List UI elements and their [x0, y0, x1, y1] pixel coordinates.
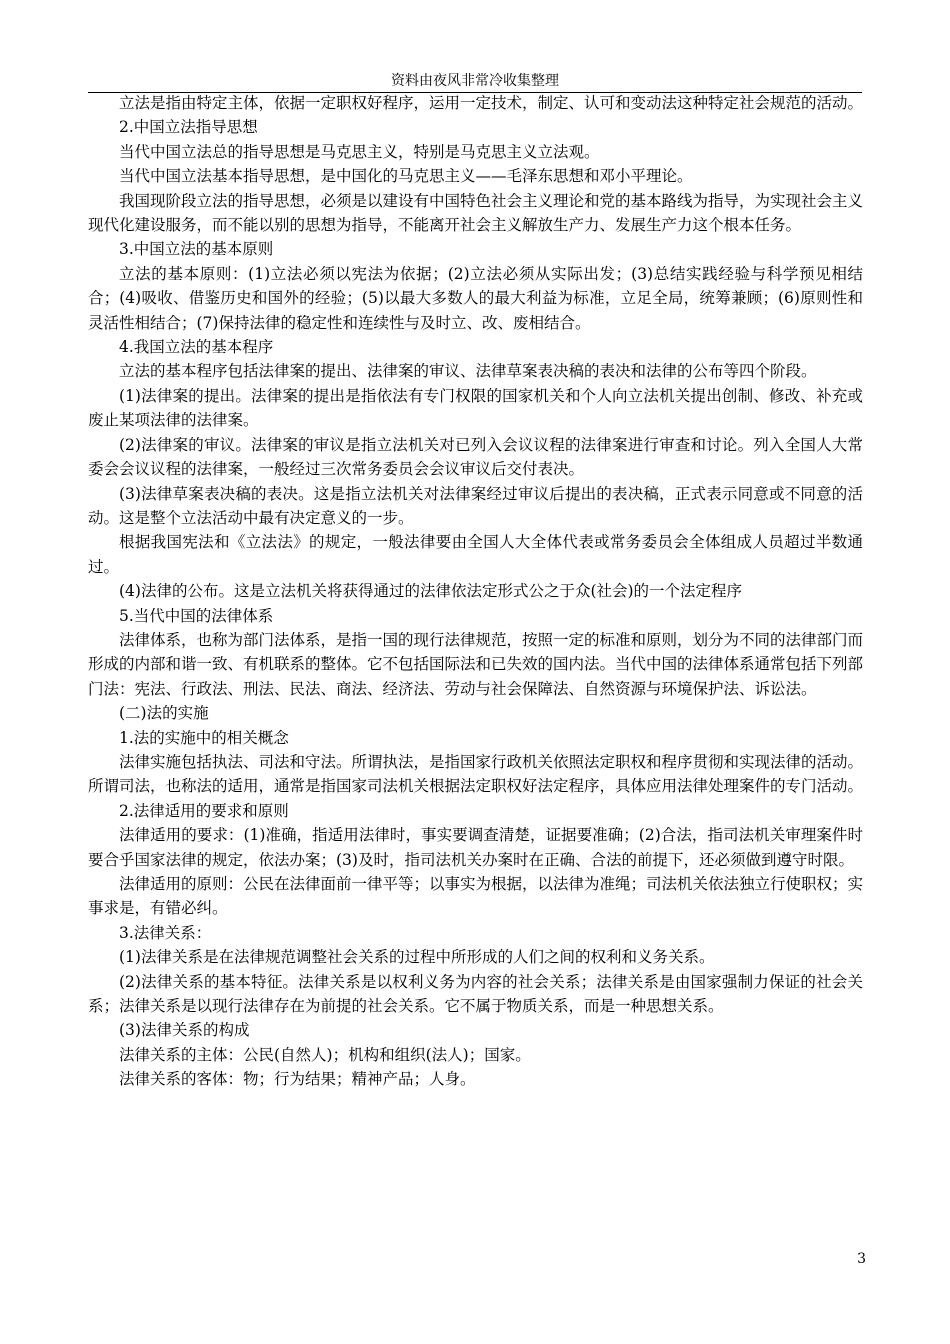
paragraph: 法律适用的原则：公民在法律面前一律平等；以事实为根据，以法律为准绳；司法机关依法独立行使职权；实事求是，有错必纠。 [88, 875, 864, 918]
paragraph: (1)法律案的提出。法律案的提出是指依法有专门权限的国家机关和个人向立法机关提出创制、修改、补充或废止某项法律的法律案。 [88, 386, 863, 430]
section-heading: (二)法的实施 [119, 704, 209, 723]
paragraph: 立法的基本程序包括法律案的提出、法律案的审议、法律草案表决稿的表决和法律的公布等四个阶段。 [119, 362, 817, 381]
section-heading: (3)法律关系的构成 [119, 1021, 250, 1040]
section-heading: 5.当代中国的法律体系 [119, 606, 274, 625]
section-heading: 2.法律适用的要求和原则 [119, 801, 289, 820]
paragraph: 法律关系的主体：公民(自然人)；机构和组织(法人)；国家。 [119, 1045, 531, 1064]
section-heading: 3.法律关系： [119, 923, 212, 942]
paragraph: 立法是指由特定主体，依据一定职权好程序，运用一定技术，制定、认可和变动法这种特定社会规范的活动。 [119, 94, 864, 112]
paragraph: 法律实施包括执法、司法和守法。所谓执法，是指国家行政机关依照法定职权和程序贯彻和实现法律的活动。所谓司法，也称法的适用，通常是指国家司法机关根据法定职权好法定程序，具体应用法律处理案件的专门活动。 [88, 752, 864, 796]
paragraph: (2)法律关系的基本特征。法律关系是以权利义务为内容的社会关系；法律关系是由国家强制力保证的社会关系；法律关系是以现行法律存在为前提的社会关系。它不属于物质关系，而是一种思想关系。 [88, 972, 863, 1016]
page-number: 3 [857, 1251, 866, 1267]
paragraph: 法律关系的客体：物；行为结果；精神产品；人身。 [119, 1070, 476, 1089]
paragraph: 法律适用的要求：(1)准确，指适用法律时，事实要调查清楚，证据要准确；(2)合法，指司法机关审理案件时要合乎国家法律的规定，依法办案；(3)及时，指司法机关办案时在正确、合法的前提下，还必须做到遵守时限。 [88, 826, 863, 869]
paragraph: 我国现阶段立法的指导思想，必须是以建设有中国特色社会主义理论和党的基本路线为指导，为实现社会主义现代化建设服务，而不能以别的思想为指导，不能离开社会主义解放生产力、发展生产力这个根本任务。 [88, 191, 864, 235]
paragraph: 立法的基本原则：(1)立法必须以宪法为依据；(2)立法必须从实际出发；(3)总结实践经验与科学预见相结合；(4)吸收、借鉴历史和国外的经验；(5)以最大多数人的最大利益为标准，立足全局，统筹兼顾；(6)原则性和灵活性相结合；(7)保持法律的稳定性和连续性与及时立、改、废相结合。 [88, 264, 863, 332]
page-header: 资料由夜风非常冷收集整理 [88, 70, 862, 93]
paragraph: 当代中国立法总的指导思想是马克思主义，特别是马克思主义立法观。 [119, 142, 600, 161]
section-heading: 2.中国立法指导思想 [119, 118, 258, 137]
paragraph: 根据我国宪法和《立法法》的规定，一般法律要由全国人大全体代表或常务委员会全体组成人员超过半数通过。 [88, 533, 863, 576]
document-body [88, 91, 863, 1092]
paragraph: (1)法律关系是在法律规范调整社会关系的过程中所形成的人们之间的权利和义务关系。 [119, 948, 715, 967]
section-heading: 4.我国立法的基本程序 [119, 338, 274, 357]
section-heading: 1.法的实施中的相关概念 [119, 728, 289, 747]
paragraph: (2)法律案的审议。法律案的审议是指立法机关对已列入会议议程的法律案进行审查和讨论。列入全国人大常委会会议议程的法律案，一般经过三次常务委员会会议审议后交付表决。 [88, 435, 863, 479]
section-heading: 3.中国立法的基本原则 [119, 240, 274, 259]
paragraph: 法律体系，也称为部门法体系，是指一国的现行法律规范，按照一定的标准和原则，划分为不同的法律部门而形成的内部和谐一致、有机联系的整体。它不包括国际法和已失效的国内法。当代中国的法律体系通常包括下列部门法：宪法、行政法、刑法、民法、商法、经济法、劳动与社会保障法、自然资源与环境保护法、诉讼法。 [88, 630, 864, 698]
paragraph: (3)法律草案表决稿的表决。这是指立法机关对法律案经过审议后提出的表决稿，正式表示同意或不同意的活动。这是整个立法活动中最有决定意义的一步。 [88, 484, 863, 527]
paragraph: 当代中国立法基本指导思想，是中国化的马克思主义——毛泽东思想和邓小平理论。 [119, 167, 693, 186]
paragraph: (4)法律的公布。这是立法机关将获得通过的法律依法定形式公之于众(社会)的一个法定程序 [119, 582, 743, 601]
